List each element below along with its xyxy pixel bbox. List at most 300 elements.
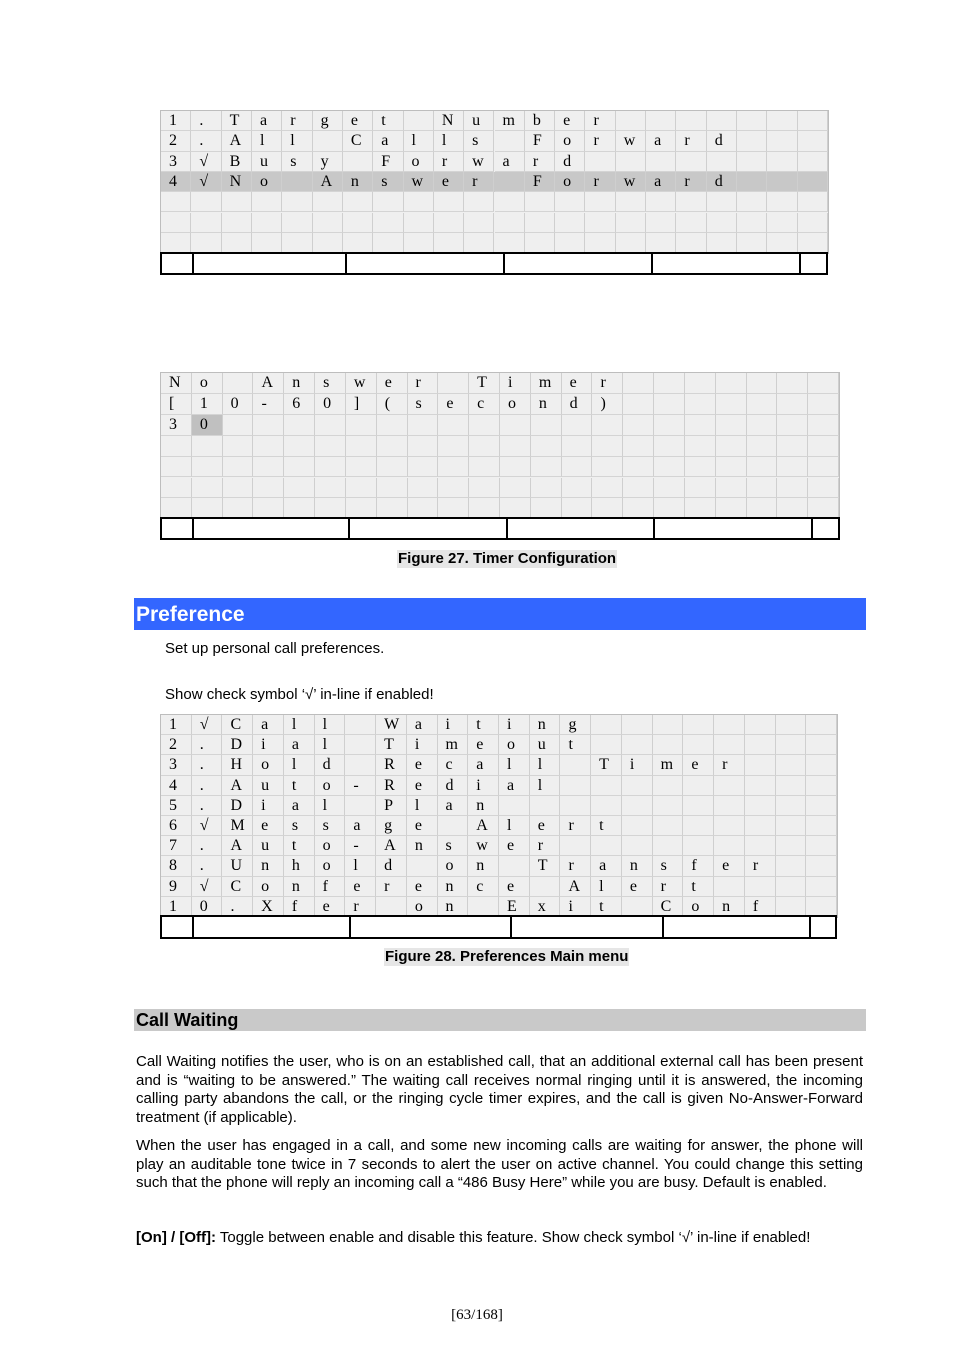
lcd-char-cell <box>495 172 525 192</box>
lcd-char-cell: s <box>373 172 403 192</box>
softkey-4[interactable] <box>505 254 653 273</box>
lcd-char-cell: a <box>253 715 284 735</box>
lcd-char-cell: d <box>555 152 585 172</box>
lcd-char-cell: r <box>434 152 464 172</box>
softkey-4[interactable] <box>508 519 655 538</box>
lcd-char-cell <box>345 715 376 735</box>
lcd-char-cell <box>707 152 737 172</box>
lcd-char-cell <box>776 897 807 917</box>
lcd-char-cell <box>806 877 837 897</box>
lcd-char-cell <box>776 735 807 755</box>
lcd-char-cell: a <box>373 131 403 151</box>
lcd-char-cell: . <box>192 735 223 755</box>
lcd-char-cell <box>562 436 593 457</box>
lcd-char-cell <box>253 415 284 436</box>
lcd-char-cell: r <box>676 131 706 151</box>
lcd-char-cell: t <box>591 816 622 836</box>
lcd-char-cell <box>161 457 192 478</box>
lcd-char-cell <box>315 478 346 499</box>
lcd-char-cell <box>315 457 346 478</box>
lcd-char-cell <box>161 436 192 457</box>
lcd-char-cell: F <box>525 131 555 151</box>
softkey-2[interactable] <box>194 254 347 273</box>
lcd-char-cell <box>776 776 807 796</box>
lcd-char-cell: e <box>622 877 653 897</box>
lcd-char-cell <box>737 172 767 192</box>
lcd-char-cell: t <box>373 111 403 131</box>
lcd-char-cell <box>776 715 807 735</box>
lcd-char-cell <box>714 836 745 856</box>
lcd-char-cell: 4 <box>161 172 191 192</box>
lcd-char-cell: g <box>376 816 407 836</box>
page-number: [63/168] <box>451 1307 503 1323</box>
lcd-char-cell: i <box>468 776 499 796</box>
lcd-char-cell: C <box>222 877 253 897</box>
lcd-char-cell <box>654 457 685 478</box>
lcd-char-cell: 0 <box>315 394 346 415</box>
lcd-char-cell: i <box>407 735 438 755</box>
lcd-char-cell: 3 <box>161 755 192 775</box>
lcd-char-cell <box>623 394 654 415</box>
lcd-char-cell: c <box>468 877 499 897</box>
lcd-char-cell <box>683 816 714 836</box>
lcd-row <box>161 233 828 253</box>
lcd-char-cell: A <box>376 836 407 856</box>
lcd-char-cell <box>767 131 797 151</box>
lcd-char-cell: C <box>653 897 684 917</box>
lcd-char-cell: n <box>284 373 315 394</box>
lcd-char-cell <box>683 796 714 816</box>
lcd-char-cell: . <box>222 897 253 917</box>
lcd-char-cell: o <box>315 776 346 796</box>
lcd-char-cell: l <box>315 735 346 755</box>
lcd-row <box>161 478 839 499</box>
lcd-char-cell <box>685 436 716 457</box>
lcd-char-cell <box>745 735 776 755</box>
lcd-char-cell: n <box>438 897 469 917</box>
lcd-char-cell: u <box>252 152 282 172</box>
softkey-1[interactable] <box>162 254 194 273</box>
note-text: Show check symbol ‘√’ in-line if enabled! <box>165 686 434 703</box>
lcd-char-cell <box>806 735 837 755</box>
lcd-char-cell: o <box>683 897 714 917</box>
lcd-char-cell: T <box>469 373 500 394</box>
lcd-char-cell: e <box>499 836 530 856</box>
lcd-char-cell: r <box>714 755 745 775</box>
lcd-char-cell: 8 <box>161 856 192 876</box>
lcd-char-cell <box>253 436 284 457</box>
lcd-char-cell <box>555 233 585 253</box>
lcd-char-cell: a <box>284 735 315 755</box>
lcd-char-cell <box>654 478 685 499</box>
softkey-2[interactable] <box>194 917 351 937</box>
lcd-char-cell <box>808 436 839 457</box>
lcd-char-cell <box>737 152 767 172</box>
lcd-char-cell: 1 <box>192 394 223 415</box>
lcd-char-cell <box>798 131 828 151</box>
lcd-char-cell <box>685 373 716 394</box>
lcd-char-cell <box>315 415 346 436</box>
lcd-char-cell: g <box>560 715 591 735</box>
lcd-char-cell <box>438 457 469 478</box>
lcd-row <box>161 131 828 151</box>
paragraph <box>136 1229 863 1248</box>
lcd-char-cell <box>622 735 653 755</box>
lcd-char-cell: 0 <box>192 897 223 917</box>
lcd-char-cell <box>685 415 716 436</box>
lcd-char-cell <box>343 213 373 233</box>
lcd-char-cell <box>623 415 654 436</box>
lcd-char-cell: P <box>376 796 407 816</box>
lcd-char-cell <box>222 192 252 212</box>
lcd-char-cell: e <box>434 172 464 192</box>
lcd-char-cell: n <box>284 877 315 897</box>
lcd-char-cell <box>623 457 654 478</box>
lcd-char-cell: o <box>315 836 346 856</box>
lcd-char-cell <box>776 877 807 897</box>
lcd-char-cell: A <box>222 836 253 856</box>
lcd-char-cell: d <box>562 394 593 415</box>
lcd-char-cell: o <box>555 172 585 192</box>
lcd-char-cell <box>776 755 807 775</box>
lcd-char-cell <box>313 192 343 212</box>
softkey-1[interactable] <box>162 519 194 538</box>
lcd-char-cell: e <box>499 877 530 897</box>
lcd-char-cell: s <box>315 373 346 394</box>
lcd-char-cell: f <box>315 877 346 897</box>
lcd-char-cell <box>737 213 767 233</box>
lcd-char-cell <box>592 436 623 457</box>
lcd-char-cell: l <box>404 131 434 151</box>
lcd-char-cell <box>716 457 747 478</box>
lcd-char-cell: A <box>468 816 499 836</box>
lcd-char-cell: x <box>530 897 561 917</box>
lcd-row <box>161 735 837 755</box>
lcd-char-cell: F <box>373 152 403 172</box>
lcd-screen-preferences <box>160 714 838 918</box>
lcd-char-cell: ] <box>346 394 377 415</box>
lcd-char-cell: . <box>192 796 223 816</box>
lcd-char-cell <box>676 192 706 212</box>
lcd-char-cell: r <box>282 111 312 131</box>
lcd-char-cell: a <box>499 776 530 796</box>
lcd-char-cell <box>646 233 676 253</box>
lcd-char-cell: 1 <box>161 111 191 131</box>
lcd-char-cell <box>616 213 646 233</box>
lcd-char-cell: l <box>591 877 622 897</box>
lcd-char-cell: r <box>530 836 561 856</box>
lcd-char-cell <box>531 436 562 457</box>
lcd-char-cell <box>253 478 284 499</box>
lcd-char-cell <box>438 816 469 836</box>
lcd-char-cell <box>555 213 585 233</box>
lcd-char-cell <box>499 796 530 816</box>
softkey-1[interactable] <box>162 917 194 937</box>
softkey-5[interactable] <box>653 254 801 273</box>
lcd-char-cell <box>745 796 776 816</box>
lcd-char-cell: a <box>345 816 376 836</box>
softkey-5[interactable] <box>664 917 811 937</box>
lcd-char-cell <box>798 111 828 131</box>
lcd-row <box>161 856 837 876</box>
lcd-char-cell: e <box>315 897 346 917</box>
lcd-char-cell: f <box>683 856 714 876</box>
lcd-char-cell: s <box>315 816 346 836</box>
lcd-char-cell <box>500 415 531 436</box>
lcd-char-cell: ( <box>377 394 408 415</box>
lcd-char-cell: 2 <box>161 735 192 755</box>
lcd-row <box>161 111 828 131</box>
lcd-char-cell: 6 <box>161 816 192 836</box>
lcd-char-cell <box>525 192 555 212</box>
lcd-char-cell <box>683 836 714 856</box>
softkey-3[interactable] <box>351 917 512 937</box>
lcd-char-cell <box>591 735 622 755</box>
softkey-bar <box>160 915 837 939</box>
lcd-char-cell <box>404 213 434 233</box>
lcd-char-cell <box>798 172 828 192</box>
lcd-char-cell <box>495 192 525 212</box>
lcd-char-cell: d <box>707 172 737 192</box>
lcd-char-cell: s <box>653 856 684 876</box>
lcd-char-cell: l <box>252 131 282 151</box>
lcd-char-cell <box>407 856 438 876</box>
lcd-char-cell: N <box>222 172 252 192</box>
lcd-char-cell <box>806 856 837 876</box>
lcd-char-cell <box>776 856 807 876</box>
lcd-char-cell <box>282 172 312 192</box>
lcd-char-cell: t <box>284 836 315 856</box>
lcd-row <box>161 436 839 457</box>
lcd-char-cell <box>653 836 684 856</box>
lcd-char-cell <box>653 715 684 735</box>
lcd-char-cell <box>683 776 714 796</box>
lcd-char-cell: A <box>222 131 252 151</box>
lcd-char-cell <box>222 233 252 253</box>
lcd-char-cell: l <box>315 715 346 735</box>
lcd-char-cell: d <box>315 755 346 775</box>
softkey-3[interactable] <box>347 254 505 273</box>
softkey-4[interactable] <box>512 917 664 937</box>
lcd-char-cell: 3 <box>161 415 192 436</box>
lcd-char-cell <box>707 111 737 131</box>
lcd-char-cell <box>377 436 408 457</box>
lcd-char-cell: - <box>345 776 376 796</box>
lcd-char-cell <box>777 373 808 394</box>
lcd-char-cell <box>346 436 377 457</box>
lcd-char-cell: r <box>653 877 684 897</box>
lcd-char-cell <box>404 233 434 253</box>
lcd-char-cell: C <box>343 131 373 151</box>
lcd-char-cell: 5 <box>161 796 192 816</box>
lcd-char-cell: a <box>407 715 438 735</box>
lcd-char-cell: √ <box>191 152 221 172</box>
lcd-char-cell: r <box>464 172 494 192</box>
lcd-char-cell <box>808 478 839 499</box>
lcd-char-cell: A <box>222 776 253 796</box>
lcd-char-cell <box>464 233 494 253</box>
lcd-char-cell: 1 <box>161 897 192 917</box>
lcd-char-cell <box>622 816 653 836</box>
lcd-char-cell: e <box>683 755 714 775</box>
lcd-char-cell: . <box>192 856 223 876</box>
lcd-char-cell <box>531 457 562 478</box>
lcd-char-cell: . <box>191 131 221 151</box>
lcd-char-cell <box>562 478 593 499</box>
lcd-char-cell <box>346 415 377 436</box>
lcd-char-cell <box>683 715 714 735</box>
lcd-row <box>161 776 837 796</box>
lcd-char-cell: w <box>468 836 499 856</box>
lcd-char-cell <box>745 877 776 897</box>
lcd-char-cell <box>767 152 797 172</box>
lcd-char-cell <box>776 796 807 816</box>
lcd-char-cell <box>806 897 837 917</box>
lcd-row <box>161 816 837 836</box>
lcd-char-cell <box>191 233 221 253</box>
lcd-char-cell <box>745 816 776 836</box>
lcd-char-cell <box>252 213 282 233</box>
lcd-char-cell: a <box>591 856 622 876</box>
lcd-char-cell <box>808 415 839 436</box>
lcd-char-cell <box>747 436 778 457</box>
lcd-char-cell <box>767 192 797 212</box>
lcd-char-cell: n <box>468 856 499 876</box>
lcd-row <box>161 796 837 816</box>
lcd-char-cell: e <box>345 877 376 897</box>
lcd-char-cell: N <box>161 373 192 394</box>
section-heading: Preference <box>134 598 866 630</box>
lcd-char-cell <box>777 415 808 436</box>
lcd-char-cell: o <box>252 172 282 192</box>
softkey-bar <box>160 517 840 540</box>
lcd-char-cell: u <box>253 836 284 856</box>
lcd-char-cell <box>623 373 654 394</box>
lcd-char-cell: i <box>622 755 653 775</box>
lcd-char-cell <box>469 457 500 478</box>
lcd-screen-call-forward <box>160 110 829 254</box>
lcd-char-cell: o <box>500 394 531 415</box>
softkey-5[interactable] <box>655 519 813 538</box>
lcd-char-cell <box>798 233 828 253</box>
lcd-char-cell: f <box>745 897 776 917</box>
lcd-char-cell: o <box>404 152 434 172</box>
lcd-char-cell <box>377 457 408 478</box>
lcd-char-cell <box>646 213 676 233</box>
lcd-char-cell <box>716 415 747 436</box>
lcd-char-cell <box>343 192 373 212</box>
lcd-char-cell <box>714 877 745 897</box>
lcd-char-cell: o <box>315 856 346 876</box>
lcd-char-cell <box>808 394 839 415</box>
lcd-char-cell <box>282 233 312 253</box>
lcd-char-cell <box>654 373 685 394</box>
lcd-row <box>161 192 828 212</box>
lcd-char-cell <box>653 735 684 755</box>
lcd-char-cell: l <box>284 755 315 775</box>
lcd-row <box>161 415 839 436</box>
lcd-char-cell <box>530 877 561 897</box>
lcd-char-cell <box>806 755 837 775</box>
lcd-char-cell <box>222 213 252 233</box>
lcd-char-cell: n <box>407 836 438 856</box>
lcd-row <box>161 457 839 478</box>
lcd-char-cell <box>676 111 706 131</box>
lcd-char-cell: r <box>592 373 623 394</box>
lcd-char-cell <box>585 233 615 253</box>
lcd-char-cell: C <box>222 715 253 735</box>
lcd-char-cell: 7 <box>161 836 192 856</box>
lcd-char-cell: r <box>585 131 615 151</box>
lcd-char-cell <box>345 735 376 755</box>
lcd-char-cell <box>646 111 676 131</box>
lcd-char-cell: r <box>585 111 615 131</box>
lcd-char-cell: o <box>438 856 469 876</box>
softkey-2[interactable] <box>194 519 350 538</box>
lcd-char-cell: u <box>253 776 284 796</box>
lcd-char-cell: a <box>468 755 499 775</box>
lcd-char-cell: T <box>222 111 252 131</box>
lcd-char-cell: e <box>407 776 438 796</box>
lcd-char-cell <box>464 213 494 233</box>
lcd-char-cell <box>616 233 646 253</box>
lcd-char-cell <box>161 192 191 212</box>
lcd-char-cell: M <box>222 816 253 836</box>
lcd-char-cell: t <box>683 877 714 897</box>
lcd-char-cell: m <box>531 373 562 394</box>
lcd-char-cell: l <box>345 856 376 876</box>
lcd-char-cell <box>373 233 403 253</box>
lcd-char-cell: e <box>343 111 373 131</box>
paragraph: Call Waiting notifies the user, who is on an established call, that an additional external call has been present and is “waiting to be answered.” The waiting call receives normal ringing until it is answered, the incoming calling party abandons the call, or the ringing cycle timer expires, and the call is given No-Answer-Forward treatment (if applicable). <box>136 1053 863 1126</box>
lcd-char-cell <box>377 415 408 436</box>
lcd-char-cell: m <box>438 735 469 755</box>
lcd-char-cell <box>191 213 221 233</box>
lcd-char-cell: - <box>253 394 284 415</box>
lcd-char-cell <box>313 233 343 253</box>
lcd-char-cell: l <box>282 131 312 151</box>
lcd-char-cell: 4 <box>161 776 192 796</box>
lcd-char-cell <box>622 776 653 796</box>
lcd-char-cell <box>653 776 684 796</box>
lcd-char-cell <box>653 796 684 816</box>
lcd-char-cell <box>707 213 737 233</box>
lcd-char-cell: r <box>345 897 376 917</box>
lcd-char-cell <box>438 436 469 457</box>
lcd-char-cell <box>776 816 807 836</box>
lcd-char-cell: W <box>376 715 407 735</box>
lcd-char-cell <box>777 457 808 478</box>
lcd-char-cell <box>622 796 653 816</box>
lcd-char-cell <box>714 735 745 755</box>
lcd-char-cell: i <box>560 897 591 917</box>
lcd-char-cell <box>531 478 562 499</box>
lcd-char-cell: . <box>192 836 223 856</box>
lcd-char-cell <box>408 478 439 499</box>
lcd-char-cell: 6 <box>284 394 315 415</box>
lcd-char-cell: d <box>438 776 469 796</box>
lcd-char-cell: F <box>525 172 555 192</box>
lcd-char-cell <box>408 457 439 478</box>
intro-text: Set up personal call preferences. <box>165 640 385 657</box>
lcd-char-cell <box>798 152 828 172</box>
lcd-char-cell <box>500 436 531 457</box>
lcd-char-cell <box>714 816 745 836</box>
softkey-3[interactable] <box>350 519 508 538</box>
lcd-char-cell <box>585 192 615 212</box>
lcd-char-cell <box>404 192 434 212</box>
lcd-char-cell: s <box>464 131 494 151</box>
